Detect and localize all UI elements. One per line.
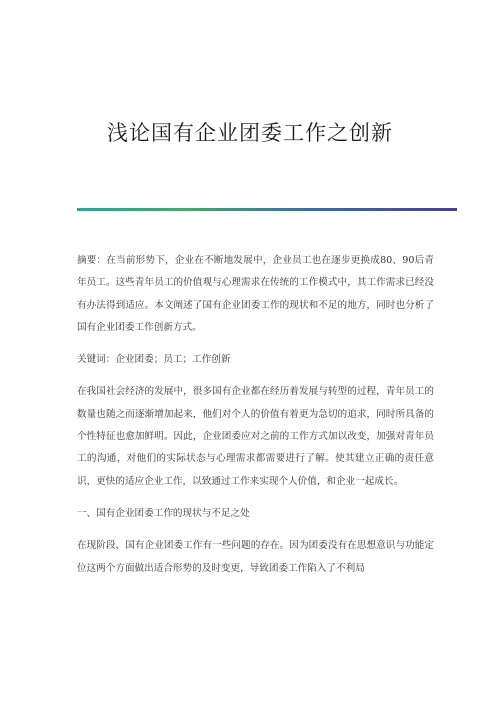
intro-paragraph: 在我国社会经济的发展中，很多国有企业都在经历着发展与转型的过程，青年员工的数量也随之而逐渐增加起来，他们对个人的价值有着更为急切的追求，同时所具备的个性特征也愈加鲜明。因此，企业团委应对之前的工作方式加以改变，加强对青年员工的沟通，对他们的实际状态与心理需求都需要进行了解。使其建立正确的责任意识，更快的适应企业工作，以致通过工作来实现个人价值，和企业一起成长。 (77, 386, 434, 487)
abstract-paragraph: 摘要：在当前形势下，企业在不断地发展中，企业员工也在逐步更换成80、90后青年员工。这些青年员工的价值观与心理需求在传统的工作模式中，其工作需求已经没有办法得到适应。本文阐述了国有企业团委工作的现状和不足的地方，同时也分析了国有企业团委工作创新方式。 (77, 255, 434, 333)
document-title: 浅论国有企业团委工作之创新 (107, 121, 393, 145)
keywords-line: 关键词：企业团委；员工；工作创新 (77, 354, 231, 366)
document-body (77, 250, 434, 590)
title-divider (77, 208, 457, 211)
section-paragraph: 在现阶段，国有企业团委工作有一些问题的存在。因为团委没有在思想意识与功能定位这两个方面做出适合形势的及时变更，导致团委工作陷入了不利局 (77, 540, 434, 574)
section-heading: 一、国有企业团委工作的现状与不足之处 (77, 507, 250, 519)
